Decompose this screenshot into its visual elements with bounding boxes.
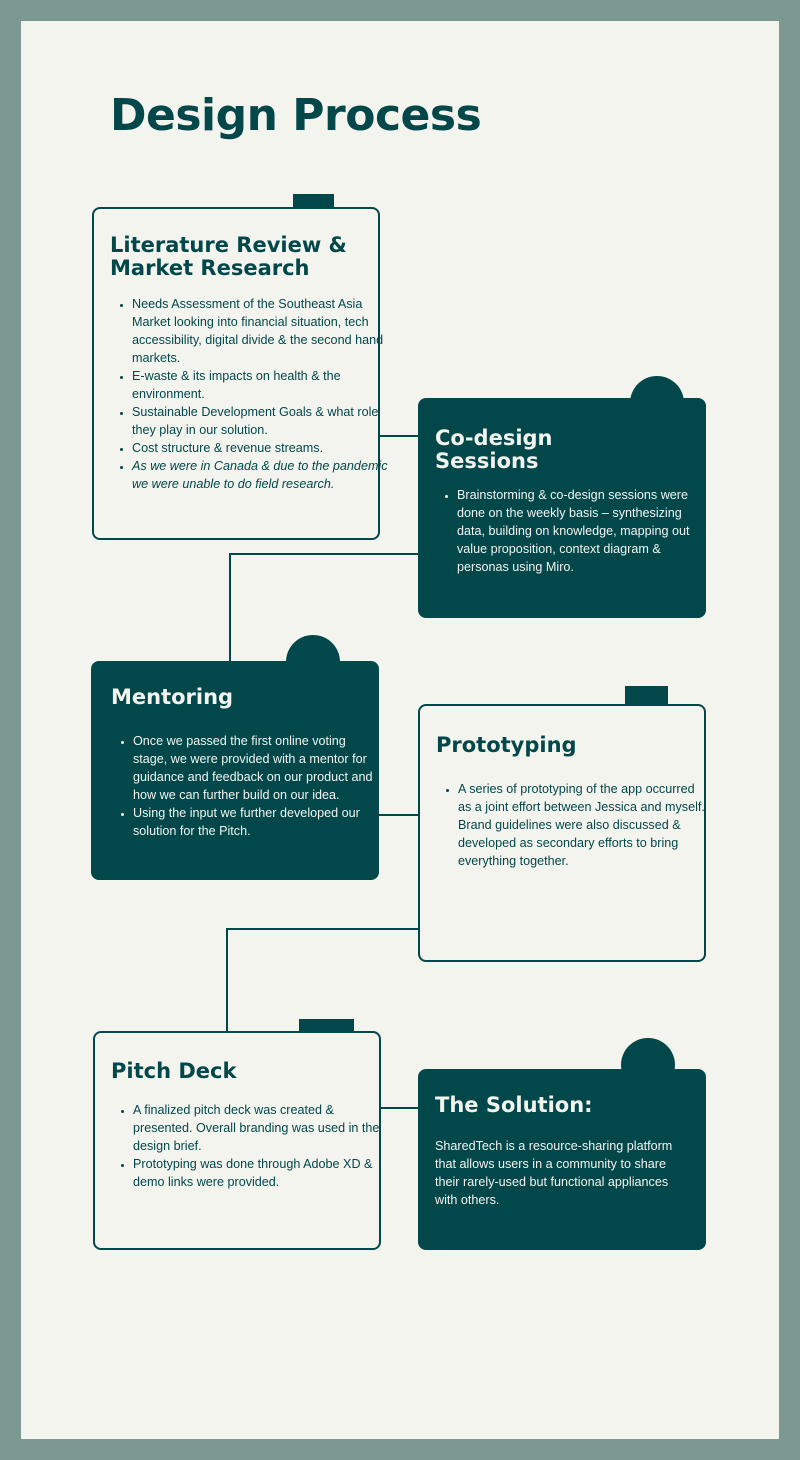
prototyping-card xyxy=(418,704,706,962)
card-heading-line: Market Research xyxy=(110,256,310,281)
connector-line xyxy=(226,928,228,1033)
connector-line xyxy=(229,553,231,663)
card-heading-line: Literature Review & xyxy=(110,233,347,257)
card-list xyxy=(436,780,710,870)
solution-description: SharedTech is a resource-sharing platform that allows users in a community to share their rarely-used but functional appliances with others. xyxy=(435,1139,673,1207)
list-item: • E-waste & its impacts on health & the environment. xyxy=(132,367,394,403)
connector-line xyxy=(378,814,420,816)
card-list xyxy=(110,295,394,493)
list-item: • Needs Assessment of the Southeast Asia Market looking into financial situation, tech accessibility, digital divide & the second hand markets. xyxy=(132,295,394,367)
list-item: • Using the input we further developed our solution for the Pitch. xyxy=(133,804,381,840)
connector-line xyxy=(226,928,420,930)
card-heading: Pitch Deck xyxy=(111,1059,237,1083)
card-heading: The Solution: xyxy=(435,1093,593,1117)
card-heading: Mentoring xyxy=(111,685,234,709)
list-item: • Sustainable Development Goals & what role they play in our solution. xyxy=(132,403,394,439)
list-item: • Prototyping was done through Adobe XD & demo links were provided. xyxy=(133,1155,383,1191)
card-heading-line: Co-design xyxy=(435,426,553,450)
list-item: • As we were in Canada & due to the pandemic we were unable to do field research. xyxy=(132,457,394,493)
list-item: • A series of prototyping of the app occurred as a joint effort between Jessica and myself. Brand guidelines were also discussed & developed as secondary efforts to bring everything together. xyxy=(458,780,710,870)
literature-review-card xyxy=(92,207,388,540)
mentoring-card xyxy=(91,661,379,880)
solution-card xyxy=(418,1069,706,1250)
card-list xyxy=(435,486,709,576)
connector-line xyxy=(381,1107,420,1109)
card-list xyxy=(111,732,381,840)
card-list xyxy=(111,1101,383,1191)
card-heading-line: Sessions xyxy=(435,449,539,474)
list-item: • Cost structure & revenue streams. xyxy=(132,439,394,457)
list-item: • Brainstorming & co-design sessions were done on the weekly basis – synthesizing data, building on knowledge, mapping out value proposition, context diagram & personas using Miro. xyxy=(457,486,709,576)
connector-line xyxy=(229,553,420,555)
card-heading: Prototyping xyxy=(436,733,577,757)
page-title: Design Process xyxy=(110,90,482,141)
list-item: • A finalized pitch deck was created & presented. Overall branding was used in the design brief. xyxy=(133,1101,383,1155)
list-item: • Once we passed the first online voting stage, we were provided with a mentor for guidance and feedback on our product and how we can further build on our idea. xyxy=(133,732,381,804)
co-design-card xyxy=(418,398,706,618)
card-heading xyxy=(110,234,347,280)
card-heading xyxy=(435,427,553,473)
pitch-deck-card xyxy=(93,1031,381,1250)
